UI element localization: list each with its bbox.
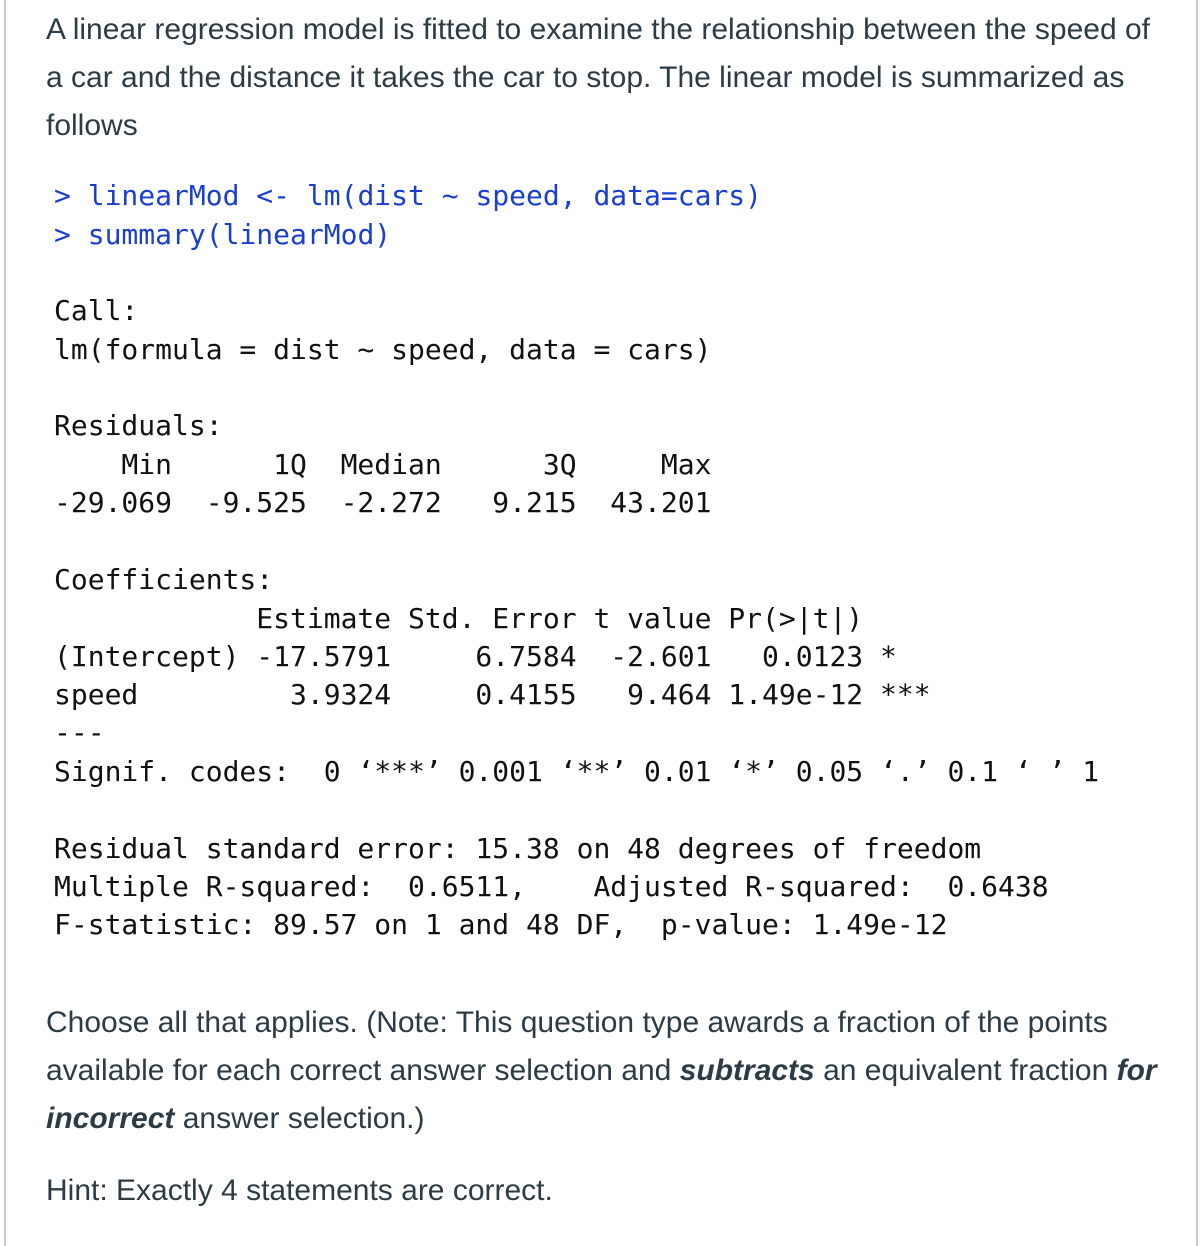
console-command-1 <box>54 177 762 215</box>
instructions-text <box>46 999 1166 1143</box>
command-text: summary(linearMod) <box>87 218 392 251</box>
separator-line: --- <box>54 716 105 749</box>
command-text: linearMod <- lm(dist ~ speed, data=cars) <box>87 179 763 212</box>
console-prompt: > <box>54 218 71 251</box>
console-command-2 <box>54 216 391 254</box>
residuals-header-row: Min 1Q Median 3Q Max <box>54 448 729 481</box>
r-squared-line: Multiple R-squared: 0.6511, Adjusted R-squared: 0.6438 <box>54 870 1066 903</box>
coefficients-header-row: Estimate Std. Error t value Pr(>|t|) <box>54 602 931 635</box>
coefficients-speed-row: speed 3.9324 0.4155 9.464 1.49e-12 *** <box>54 678 931 711</box>
console-prompt: > <box>54 179 71 212</box>
hint-text: Hint: Exactly 4 statements are correct. <box>46 1174 553 1207</box>
coefficients-intercept-row: (Intercept) -17.5791 6.7584 -2.601 0.0123 * <box>54 640 931 673</box>
call-heading: Call: <box>54 294 139 327</box>
instructions-part-2: an equivalent fraction <box>814 1054 1117 1087</box>
signif-codes: Signif. codes: 0 ‘***’ 0.001 ‘**’ 0.01 ‘*’ 0.05 ‘.’ 0.1 ‘ ’ 1 <box>54 755 1100 788</box>
emphasis-for-incorrect: for incorrect <box>46 1054 1157 1135</box>
residuals-values-row: -29.069 -9.525 -2.272 9.215 43.201 <box>54 486 729 519</box>
question-intro: A linear regression model is fitted to examine the relationship between the speed of a car and the distance it takes the car to stop. The linear model is summarized as follows <box>46 13 1150 142</box>
call-formula: lm(formula = dist ~ speed, data = cars) <box>54 333 712 366</box>
f-statistic-line: F-statistic: 89.57 on 1 and 48 DF, p-value: 1.49e-12 <box>54 908 948 941</box>
emphasis-subtracts: subtracts <box>679 1054 815 1087</box>
instructions-part-3: answer selection.) <box>174 1102 425 1135</box>
coefficients-heading: Coefficients: <box>54 563 274 596</box>
residuals-heading: Residuals: <box>54 409 223 442</box>
instructions-part-1: Choose all that applies. (Note: This question type awards a fraction of the points available for each correct answer selection and <box>46 1006 1108 1087</box>
residual-standard-error: Residual standard error: 15.38 on 48 degrees of freedom <box>54 832 982 865</box>
